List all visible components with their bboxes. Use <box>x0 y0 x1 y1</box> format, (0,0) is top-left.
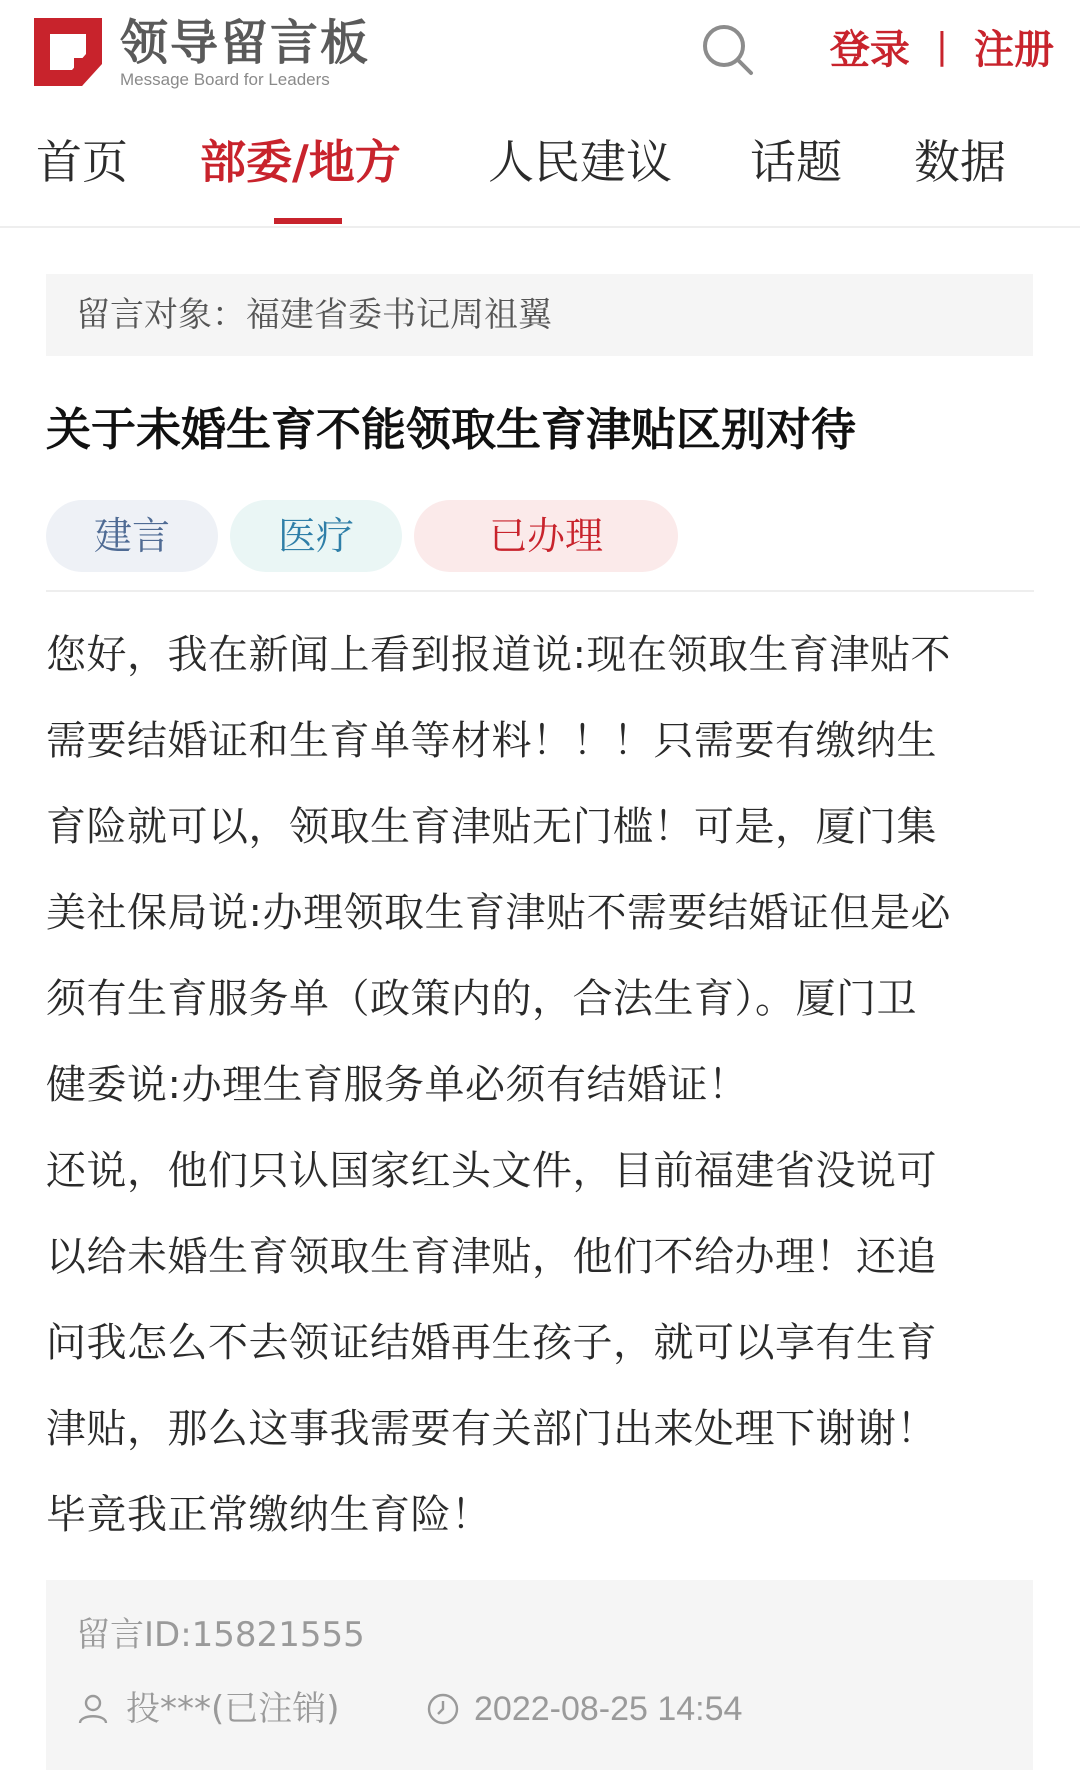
logo-subtitle: Message Board for Leaders <box>120 70 330 89</box>
body-line: 津贴，那么这事我需要有关部门出来处理下谢谢！ <box>46 1406 937 1452</box>
search-button[interactable] <box>700 22 756 78</box>
clock-icon <box>426 1692 460 1726</box>
body-line: 须有生育服务单（政策内的，合法生育）。厦门卫 <box>46 976 917 1022</box>
nav-item-home[interactable]: 首页 <box>36 135 128 189</box>
message-time <box>426 1686 742 1732</box>
body-line: 育险就可以，领取生育津贴无门槛！可是，厦门集 <box>46 804 937 850</box>
logo-mark-icon <box>30 14 106 90</box>
message-author <box>76 1686 340 1732</box>
tag-status: 已办理 <box>414 500 678 572</box>
divider <box>46 590 1034 592</box>
message-body <box>46 612 1036 1558</box>
message-recipient: 留言对象：福建省委书记周祖翼 <box>46 274 1033 356</box>
user-icon <box>76 1692 110 1726</box>
body-line: 还说，他们只认国家红头文件，目前福建省没说可 <box>46 1148 937 1194</box>
body-line: 问我怎么不去领证结婚再生孩子，就可以享有生育 <box>46 1320 937 1366</box>
nav-item-topics[interactable]: 话题 <box>750 135 842 189</box>
message-tags <box>46 500 690 572</box>
tag-category[interactable]: 建言 <box>46 500 218 572</box>
tag-field[interactable]: 医疗 <box>230 500 402 572</box>
body-line: 需要结婚证和生育单等材料！！！只需要有缴纳生 <box>46 718 937 764</box>
top-header <box>0 0 1080 110</box>
logo-text <box>120 15 370 89</box>
message-timestamp: 2022-08-25 14:54 <box>474 1690 743 1728</box>
login-link[interactable]: 登录 <box>829 27 910 73</box>
main-nav <box>0 118 1080 228</box>
body-line: 毕竟我正常缴纳生育险！ <box>46 1492 492 1538</box>
body-line: 以给未婚生育领取生育津贴，他们不给办理！还追 <box>46 1234 937 1280</box>
body-line: 美社保局说:办理领取生育津贴不需要结婚证但是必 <box>46 890 951 936</box>
auth-links <box>830 18 1054 75</box>
site-logo[interactable] <box>30 14 370 90</box>
message-meta <box>46 1580 1033 1770</box>
search-icon <box>700 22 756 78</box>
logo-title: 领导留言板 <box>120 15 371 71</box>
message-id: 留言ID:15821555 <box>76 1615 365 1655</box>
auth-separator: | <box>935 26 948 67</box>
active-nav-indicator <box>274 218 342 224</box>
body-line: 您好，我在新闻上看到报道说:现在领取生育津贴不 <box>46 632 951 678</box>
body-line: 健委说:办理生育服务单必须有结婚证！ <box>46 1062 749 1108</box>
nav-item-ministries-local[interactable]: 部委/地方 <box>200 135 401 189</box>
register-link[interactable]: 注册 <box>974 27 1054 73</box>
author-name: 投***(已注销) <box>126 1689 340 1729</box>
message-title: 关于未婚生育不能领取生育津贴区别对待 <box>46 403 857 456</box>
nav-item-people-suggestions[interactable]: 人民建议 <box>488 135 672 189</box>
nav-item-data[interactable]: 数据 <box>914 135 1006 189</box>
